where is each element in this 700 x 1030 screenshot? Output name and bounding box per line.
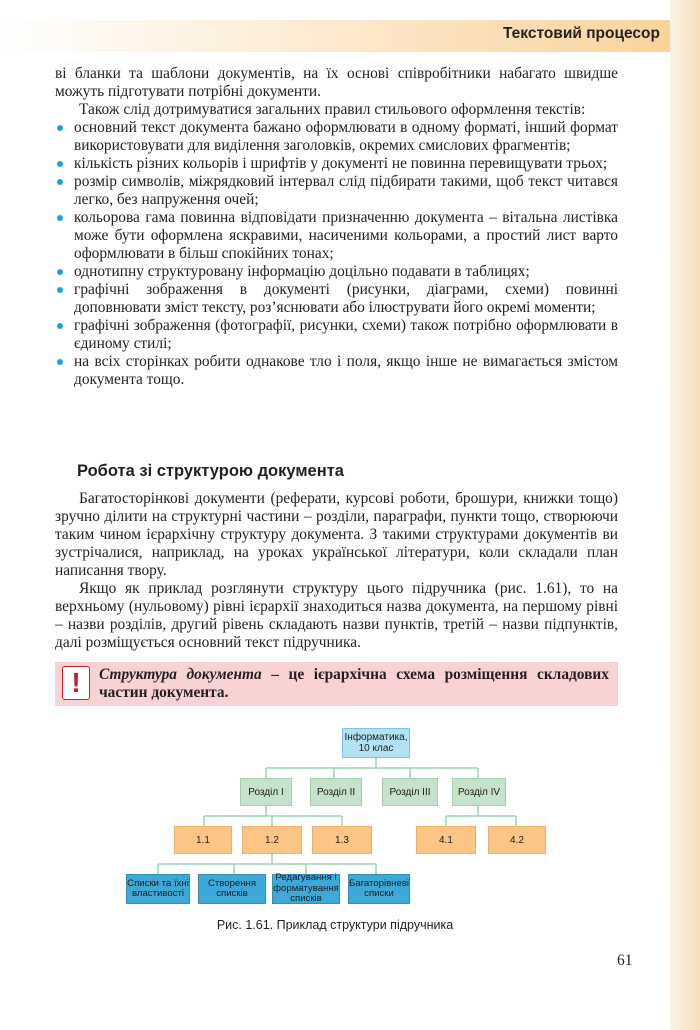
section-heading: Робота зі структурою документа bbox=[77, 462, 344, 480]
definition-term: Структура документа bbox=[99, 666, 262, 683]
figure-caption: Рис. 1.61. Приклад структури підручника bbox=[216, 918, 454, 932]
subpoint-node: Створення списків bbox=[198, 874, 266, 904]
list-item: на всіх сторінках робити однакове тло і поля, якщо інше не вимагається змістом документа тощо. bbox=[55, 353, 618, 389]
list-item: основний текст документа бажано оформлювати в одному форматі, інший формат використовувати для виділення заголовків, окремих смислових фрагментів; bbox=[55, 119, 618, 155]
page-number: 61 bbox=[617, 952, 633, 969]
section-paragraph: Якщо як приклад розглянути структуру цього підручника (рис. 1.61), то на верхньому (нульовому) рівні ієрархії знаходиться назва документа, на першому рівні – назви розділів, другий рівень складають назви пунктів, третій – назви підпунктів, далі розміщується основний текст підручника. bbox=[55, 580, 618, 651]
subpoint-node: Редагування і форматування списків bbox=[273, 872, 339, 905]
subpoint-node: Багаторівневі списки bbox=[348, 874, 410, 904]
header-title: Текстовий процесор bbox=[502, 25, 660, 42]
section-node: Розділ IV bbox=[452, 778, 506, 806]
intro-paragraph: ві бланки та шаблони документів, на їх основі співробітники набагато швидше можуть підготувати потрібні документи. bbox=[55, 65, 618, 100]
point-node: 1.1 bbox=[174, 826, 232, 854]
point-node: 4.1 bbox=[416, 826, 476, 854]
exclamation-icon: ! bbox=[62, 666, 90, 700]
point-node: 4.2 bbox=[488, 826, 546, 854]
list-item: розмір символів, міжрядковий інтервал слід підбирати такими, щоб текст читався легко, без напруження очей; bbox=[55, 173, 618, 209]
section-node: Розділ ІІІ bbox=[382, 778, 438, 806]
list-item: кольорова гама повинна відповідати призначенню документа – вітальна листівка може бути оформлена яскравими, насиченими кольорами, а простий лист варто оформлювати в більш спокійних тонах; bbox=[55, 209, 618, 263]
point-node: 1.2 bbox=[242, 826, 302, 854]
page-edge-stripe bbox=[670, 0, 700, 1030]
list-item: графічні зображення в документі (рисунки, діаграми, схеми) повинні доповнювати зміст тексту, роз’яснювати або ілюструвати його окремі моменти; bbox=[55, 281, 618, 317]
section-node: Розділ І bbox=[240, 778, 292, 806]
list-item: графічні зображення (фотографії, рисунки, схеми) також потрібно оформлювати в єдиному стилі; bbox=[55, 317, 618, 353]
section-paragraph: Багатосторінкові документи (реферати, курсові роботи, брошури, книжки тощо) зручно ділити на структурні частини – розділи, параграфи, пункти тощо, створюючи таким чином ієрархічну структуру документа. З такими структурами документів ви зустрічалися, наприклад, на уроках української літератури, коли складали план написання твору. bbox=[55, 490, 618, 579]
list-item: кількість різних кольорів і шрифтів у документі не повинна перевищувати трьох; bbox=[55, 155, 618, 173]
section-node: Розділ ІІ bbox=[310, 778, 362, 806]
list-item: однотипну структуровану інформацію доцільно подавати в таблицях; bbox=[55, 263, 618, 281]
subpoint-node: Списки та їхні властивості bbox=[126, 874, 190, 904]
definition-body: – це ієрархічна схема розміщення складових частин документа. bbox=[99, 666, 609, 701]
diagram-root-node: Інформатика, 10 клас bbox=[342, 728, 410, 758]
point-node: 1.3 bbox=[312, 826, 372, 854]
rules-intro-paragraph: Також слід дотримуватися загальних правил стильового оформлення текстів: bbox=[79, 101, 586, 118]
